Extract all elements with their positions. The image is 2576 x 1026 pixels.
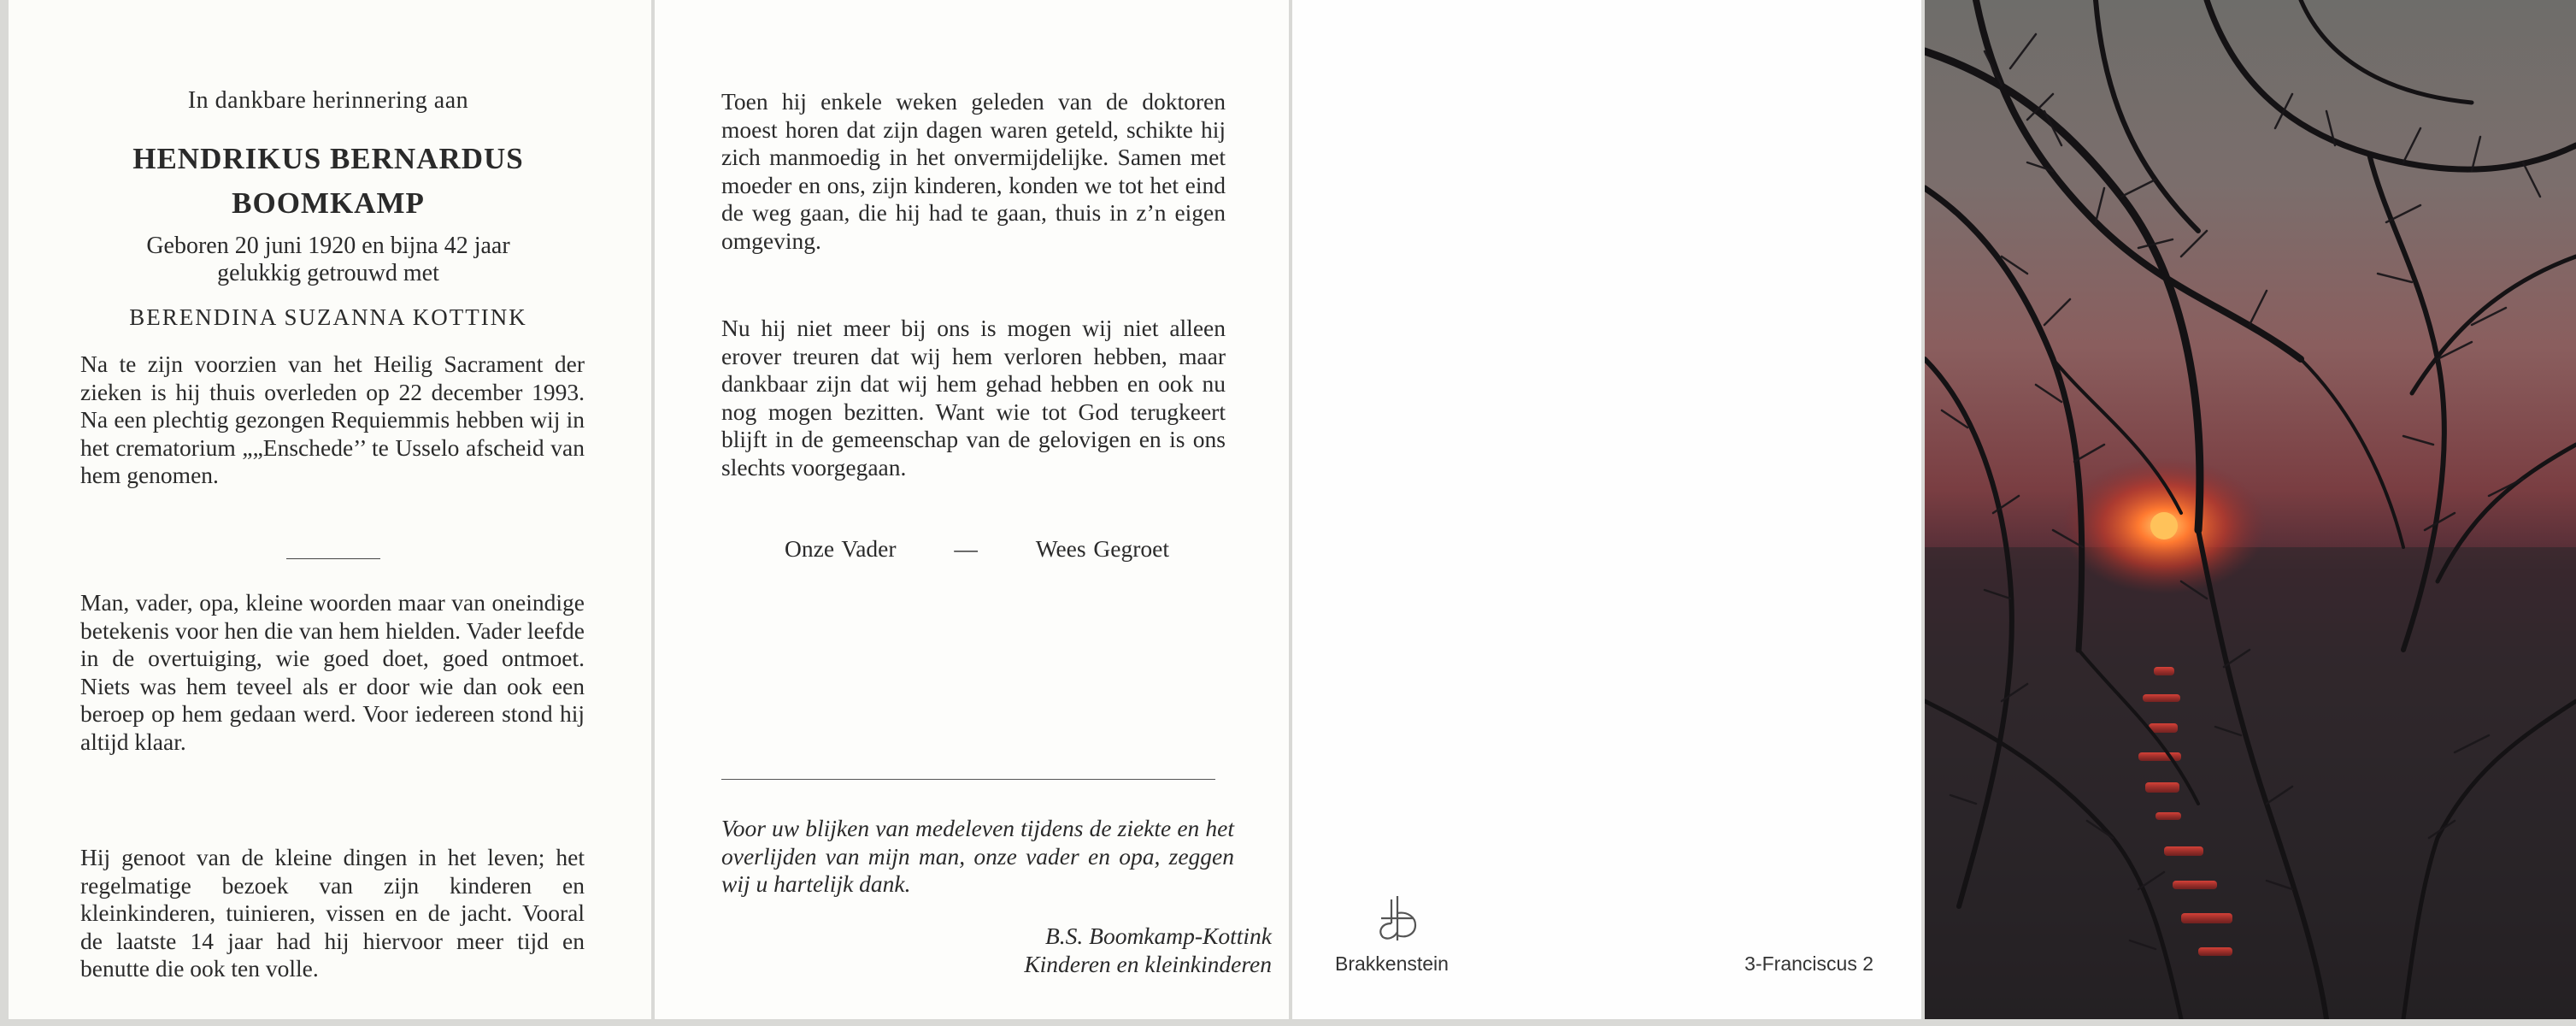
prayer-our-father: Onze Vader — [785, 535, 897, 562]
card-code: 3-Franciscus 2 — [1744, 952, 1873, 975]
card-panel-left — [9, 0, 651, 1019]
divider — [286, 558, 380, 559]
sunset-trees-image — [1925, 0, 2576, 1019]
birth-info — [9, 233, 648, 287]
intro-text: In dankbare herinnering aan — [187, 87, 469, 114]
deceased-name — [9, 137, 648, 226]
birth-line-2: gelukkig getrouwd met — [217, 260, 439, 286]
paragraph-death-notice: Na te zijn voorzien van het Heilig Sacrament der zieken is hij thuis overleden op 22 december 1993. Na een plechtig gezongen Requiemmis hebben wij in het crematorium „„Enschede’’ te Usselo afscheid van hem genomen. — [80, 351, 585, 488]
card-panel-right — [655, 0, 1289, 1019]
signature-block — [844, 923, 1272, 978]
name-line-1: HENDRIKUS BERNARDUS — [132, 142, 524, 175]
signature-family: Kinderen en kleinkinderen — [1024, 950, 1272, 977]
card-back-panel — [1292, 0, 1921, 1019]
publisher-logo-icon — [1373, 893, 1422, 944]
sunset-photo — [1925, 0, 2576, 1019]
birth-line-1: Geboren 20 juni 1920 en bijna 42 jaar — [146, 233, 510, 259]
prayer-hail-mary: Wees Gegroet — [1035, 535, 1169, 562]
paragraph-illness: Toen hij enkele weken geleden van de doktoren moest horen dat zijn dagen waren geteld, schikte hij zich manmoedig in het onvermijdelijke. Samen met moeder en ons, zijn kinderen, konden we tot het eind de weg gaan, die hij had te gaan, thuis in z’n eigen omgeving. — [721, 88, 1226, 254]
paragraph-faith: Nu hij niet meer bij ons is mogen wij niet alleen erover treuren dat wij hem verloren hebben, maar dankbaar zijn dat wij hem gehad hebben en ook nu nog mogen bezitten. Want wie tot God terugkeert blijft in de gemeenschap van de gelovigen en is ons slechts voorgegaan. — [721, 315, 1226, 481]
publisher-name: Brakkenstein — [1335, 952, 1449, 975]
prayer-dash: — — [954, 535, 978, 562]
signature-widow: B.S. Boomkamp-Kottink — [1044, 923, 1272, 949]
paragraph-character: Man, vader, opa, kleine woorden maar van oneindige betekenis voor hen die van hem hielden. Vader leefde in de overtuiging, wie goed doet, goed ontmoet. Niets was hem teveel als er door wie dan ook een beroep op hem gedaan werd. Voor iedereen stond hij altijd klaar. — [80, 589, 585, 755]
thanks-text: Voor uw blijken van medeleven tijdens de ziekte en het overlijden van mijn man, onze vader en opa, zeggen wij u hartelijk dank. — [721, 815, 1234, 897]
paragraph-hobbies: Hij genoot van de kleine dingen in het leven; het regelmatige bezoek van zijn kinderen en kleinkinderen, tuinieren, vissen en de jacht. Vooral de laatste 14 jaar had hij hiervoor meer tijd en benutte die ook ten volle. — [80, 844, 585, 982]
name-line-2: BOOMKAMP — [232, 186, 425, 220]
thanks-rule — [721, 779, 1215, 780]
prayers-line — [785, 535, 1169, 563]
spouse-name: BERENDINA SUZANNA KOTTINK — [129, 304, 527, 330]
